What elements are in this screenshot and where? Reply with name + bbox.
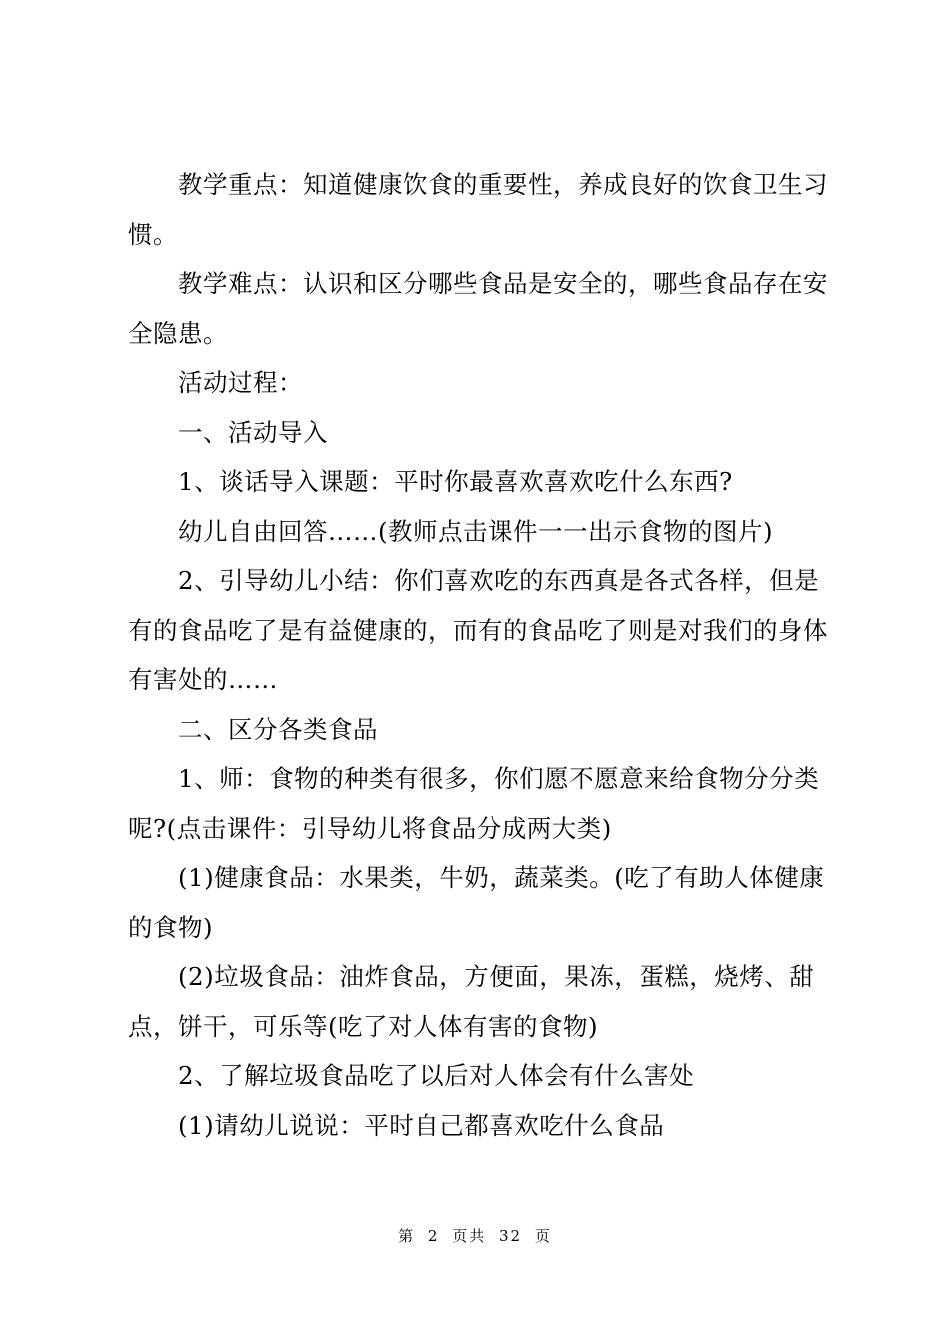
paragraph-junk-food-harm: 2、了解垃圾食品吃了以后对人体会有什么害处 xyxy=(178,1061,695,1090)
paragraph-intro-question: 1、谈话导入课题：平时你最喜欢喜欢吃什么东西? xyxy=(178,467,733,496)
document-body xyxy=(128,160,842,1150)
paragraph-teaching-difficulty: 教学难点：认识和区分哪些食品是安全的，哪些食品存在安全隐患。 xyxy=(128,269,828,348)
paragraph-healthy-food: (1)健康食品：水果类，牛奶，蔬菜类。(吃了有助人体健康的食物) xyxy=(128,863,825,942)
paragraph-teaching-focus: 教学重点：知道健康饮食的重要性，养成良好的饮食卫生习惯。 xyxy=(128,170,828,249)
page-number-footer: 第 2 页共 32 页 xyxy=(398,1227,552,1245)
paragraph-teacher-classify: 1、师：食物的种类有很多，你们愿不愿意来给食物分分类呢?(点击课件：引导幼儿将食品分成两大类) xyxy=(128,764,820,843)
paragraph-children-answer: 幼儿自由回答……(教师点击课件一一出示食物的图片) xyxy=(178,516,774,546)
paragraph-summary: 2、引导幼儿小结：你们喜欢吃的东西真是各式各样，但是有的食品吃了是有益健康的，而有的食品吃了则是对我们的身体有害处的…… xyxy=(128,566,828,694)
paragraph-junk-food: (2)垃圾食品：油炸食品，方便面，果冻，蛋糕，烧烤、甜点，饼干，可乐等(吃了对人体有害的食物) xyxy=(128,962,815,1041)
paragraph-children-share: (1)请幼儿说说：平时自己都喜欢吃什么食品 xyxy=(178,1110,665,1140)
heading-activity-intro: 一、活动导入 xyxy=(178,417,328,447)
heading-classify-food: 二、区分各类食品 xyxy=(178,714,378,744)
paragraph-activity-process: 活动过程： xyxy=(178,368,303,397)
